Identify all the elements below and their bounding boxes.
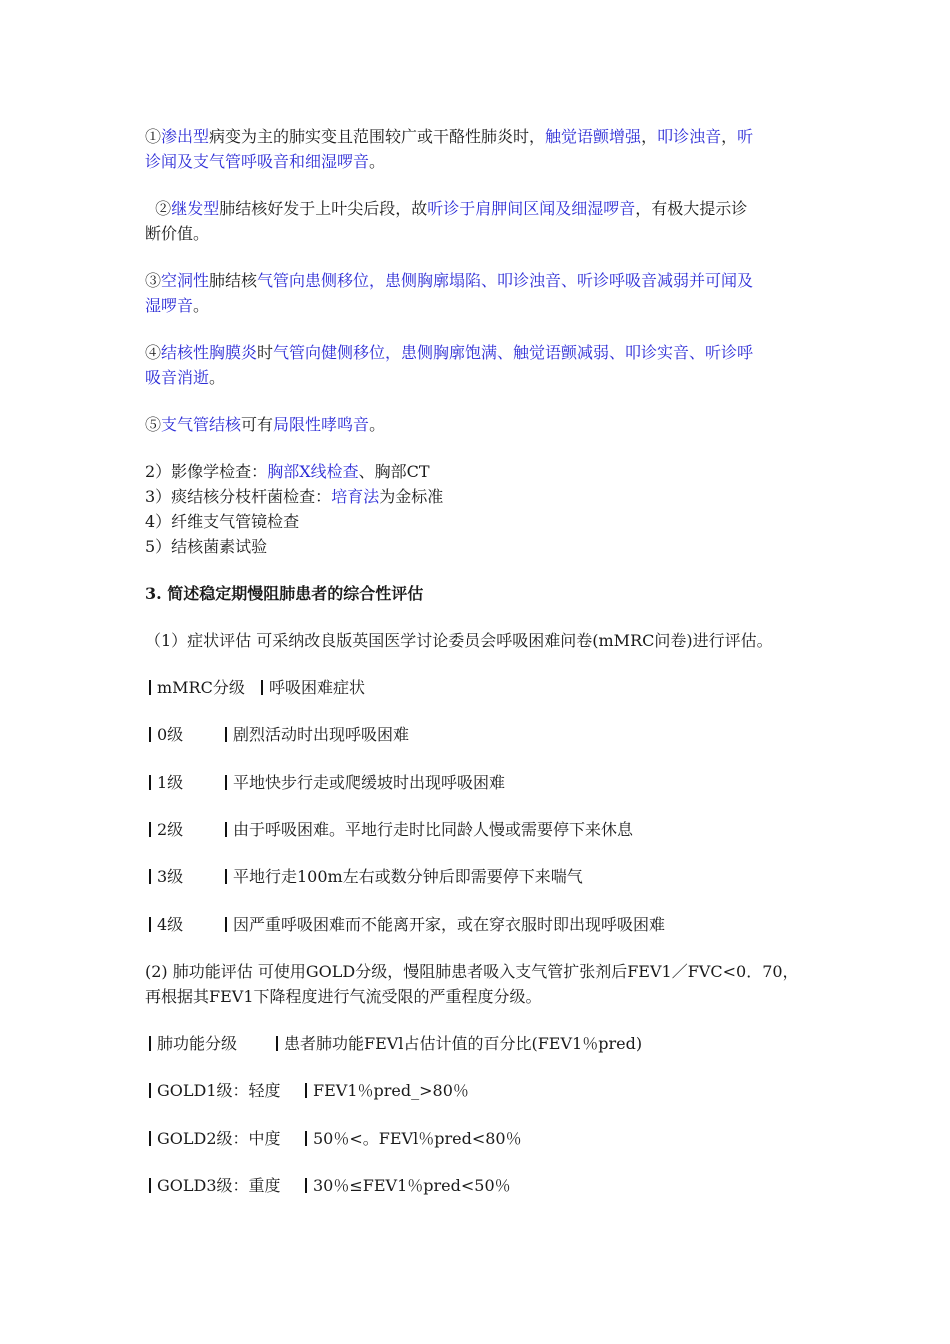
cell-border [305,1131,307,1146]
description-cell: 30％≤FEV1％pred<50％ [305,1173,511,1198]
highlight: 湿啰音 [145,296,194,315]
cell-border [149,869,151,884]
paragraph-pleurisy [145,340,810,390]
grade-cell: GOLD1级：轻度 [149,1078,281,1103]
text: 断价值。 [145,224,210,243]
highlight: 结核性胸膜炎 [161,343,258,362]
text: 。 [369,415,386,434]
cell-border [149,680,151,695]
grade-cell: 1级 [149,770,183,795]
highlight: 渗出型 [161,127,210,146]
text: 。 [369,152,386,171]
paragraph-bronchial [145,412,810,437]
grade-cell: mMRC分级 [149,675,245,700]
grade-cell: 肺功能分级 [149,1031,237,1056]
highlight: 叩诊浊音 [657,127,722,146]
circled-number: ③ [145,271,162,290]
highlight: 胸部X线检查 [267,462,359,481]
cell-border [225,727,227,742]
text: 可有 [241,415,274,434]
circled-number: ⑤ [145,415,162,434]
description-cell: 由于呼吸困难。平地行走时比同龄人慢或需要停下来休息 [225,817,633,842]
description-cell: 呼吸困难症状 [261,675,365,700]
circled-number: ① [145,127,162,146]
description-cell: FEV1％pred_>80％ [305,1078,469,1103]
text: 肺结核 [209,271,258,290]
lung-function-eval: (2) 肺功能评估 可使用GOLD分级，慢阻肺患者吸入支气管扩张剂后FEV1／FVC<0．70， 再根据其FEV1下降程度进行气流受限的严重程度分级。 [145,962,799,1006]
cell-border [149,727,151,742]
cell-border [149,917,151,932]
paragraph-cavitary [145,268,810,318]
text: 。 [209,368,226,387]
highlight: 空洞性 [161,271,210,290]
grade-cell: 4级 [149,912,183,937]
text: ， [641,127,658,146]
cell-border [149,1178,151,1193]
highlight: 继发型 [171,199,220,218]
highlight: 听诊于肩胛间区闻及细湿啰音 [427,199,636,218]
description-cell: 患者肺功能FEVl占估计值的百分比(FEV1％pred) [276,1031,642,1056]
highlight: 触觉语颤增强 [545,127,642,146]
section-title: 3. 简述稳定期慢阻肺患者的综合性评估 [145,584,424,603]
text: 肺结核好发于上叶尖后段，故 [219,199,428,218]
cell-border [225,775,227,790]
list-item: 4）纤维支气管镜检查 [145,512,300,531]
highlight: 吸音消逝 [145,368,210,387]
text: 病变为主的肺实变且范围较广或干酪性肺炎时， [209,127,546,146]
description-cell: 50％<。FEVl％pred<80％ [305,1126,522,1151]
highlight: 听 [737,127,754,146]
highlight: 气管向患侧移位，患侧胸廓塌陷、叩诊浊音、听诊呼吸音减弱并可闻及 [257,271,754,290]
description-cell: 平地快步行走或爬缓坡时出现呼吸困难 [225,770,505,795]
grade-cell: 3级 [149,864,183,889]
highlight: 诊闻及支气管呼吸音和细湿啰音 [145,152,370,171]
highlight: 气管向健侧移位，患侧胸廓饱满、触觉语颤减弱、叩诊实音、听诊呼 [273,343,754,362]
grade-cell: 0级 [149,722,183,747]
cell-border [149,822,151,837]
cell-border [305,1178,307,1193]
cell-border [225,869,227,884]
symptom-eval: （1）症状评估 可采纳改良版英国医学讨论委员会呼吸困难问卷(mMRC问卷)进行评估。 [145,631,773,650]
circled-number: ② [155,199,172,218]
text: ，有极大提示诊 [635,199,748,218]
cell-border [261,680,263,695]
cell-border [225,917,227,932]
list-item: 3）痰结核分枝杆菌检查：培育法为金标准 [145,487,444,506]
cell-border [276,1036,278,1051]
paragraph-secondary [145,196,810,246]
cell-border [149,775,151,790]
exam-list [145,459,810,559]
description-cell: 因严重呼吸困难而不能离开家，或在穿衣服时即出现呼吸困难 [225,912,665,937]
highlight: 局限性哮鸣音 [273,415,370,434]
text: ， [721,127,738,146]
highlight: 支气管结核 [161,415,242,434]
grade-cell: GOLD2级：中度 [149,1126,281,1151]
text: 时 [257,343,274,362]
list-item: 2）影像学检查：胸部X线检查、胸部CT [145,462,430,481]
list-item: 5）结核菌素试验 [145,537,268,556]
grade-cell: GOLD3级：重度 [149,1173,281,1198]
cell-border [225,822,227,837]
highlight: 培育法 [331,487,380,506]
cell-border [149,1131,151,1146]
cell-border [305,1083,307,1098]
circled-number: ④ [145,343,162,362]
text: 。 [193,296,210,315]
description-cell: 剧烈活动时出现呼吸困难 [225,722,409,747]
paragraph-exudative [145,124,810,174]
grade-cell: 2级 [149,817,183,842]
cell-border [149,1083,151,1098]
cell-border [149,1036,151,1051]
description-cell: 平地行走100m左右或数分钟后即需要停下来喘气 [225,864,583,889]
